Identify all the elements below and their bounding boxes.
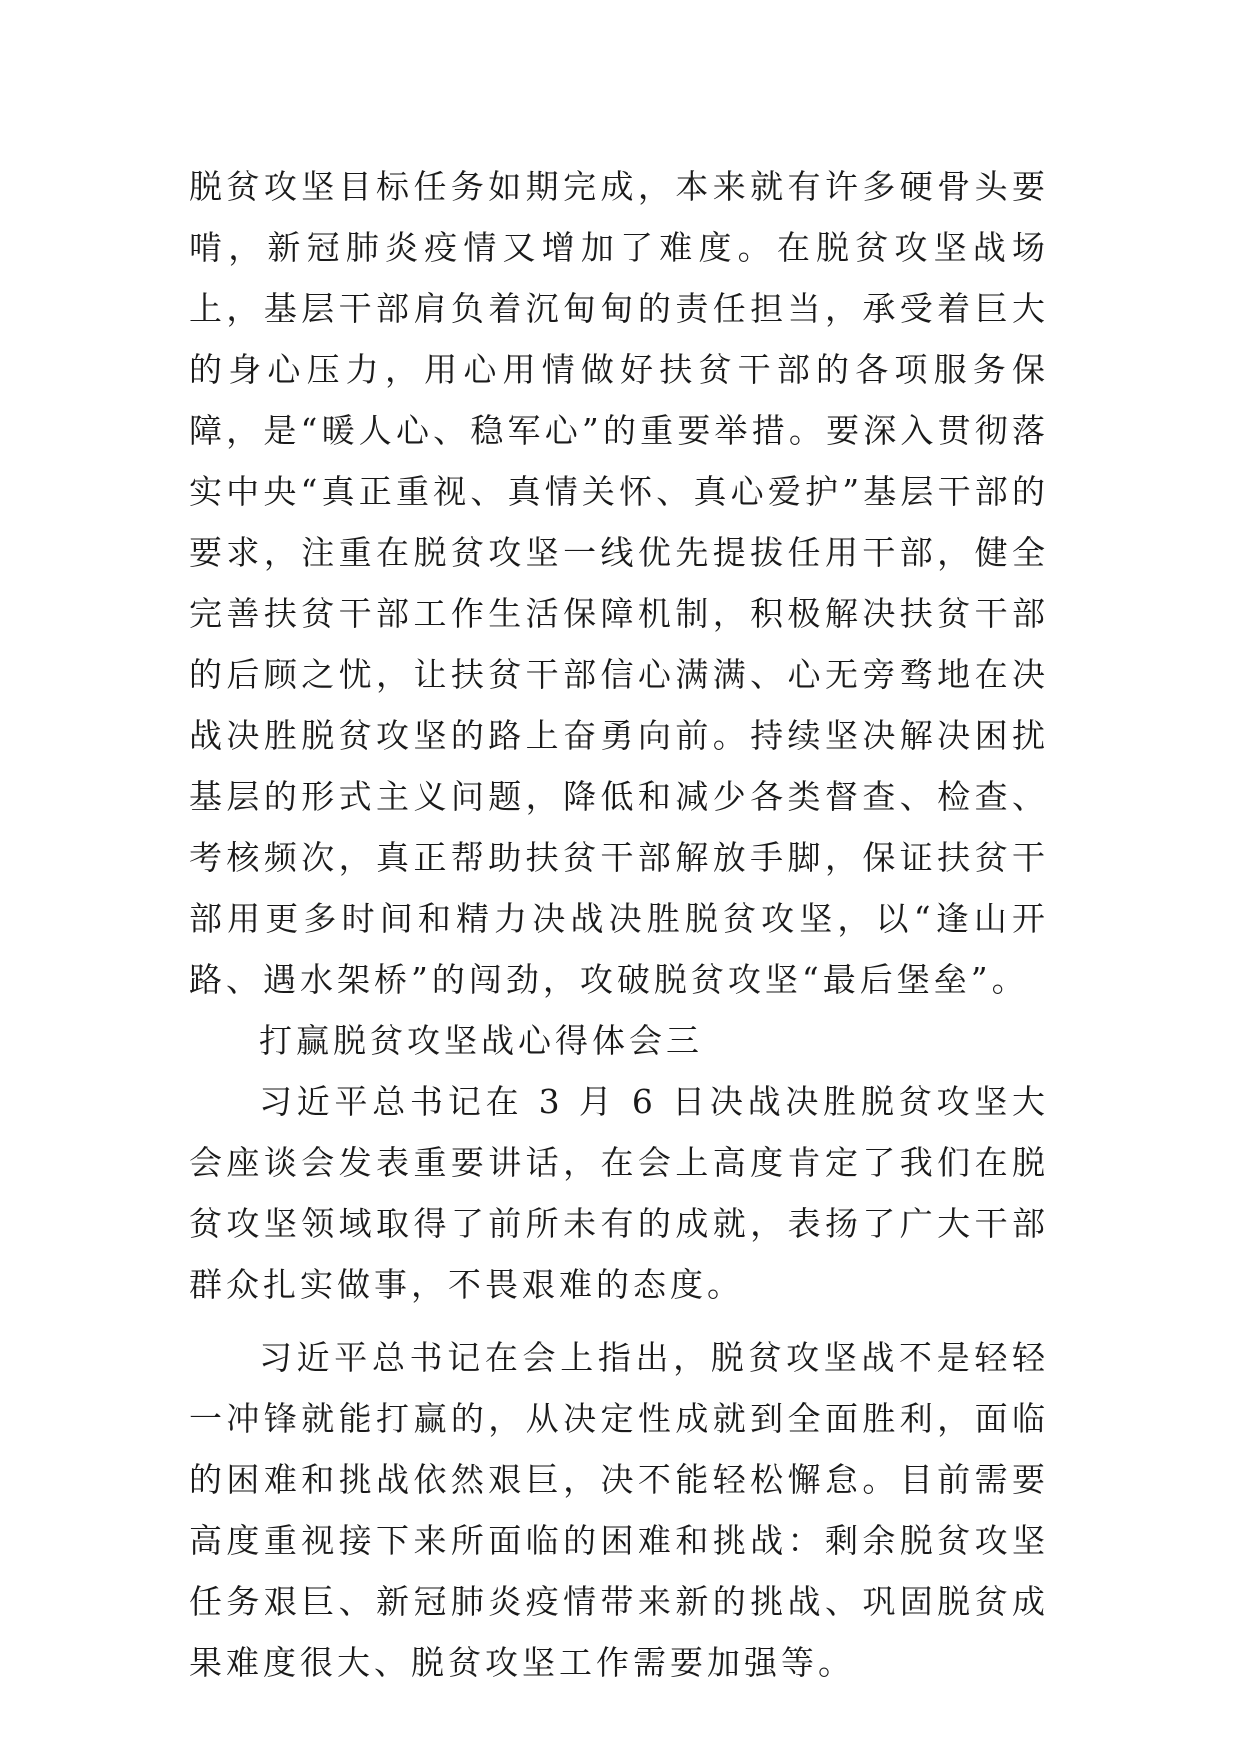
section-heading: 打赢脱贫攻坚战心得体会三: [259, 1021, 703, 1060]
document-body: [189, 156, 1049, 1693]
body-paragraph-3: 习近平总书记在会上指出，脱贫攻坚战不是轻轻一冲锋就能打赢的，从决定性成就到全面胜利，面临的困难和挑战依然艰巨，决不能轻松懈怠。目前需要高度重视接下来所面临的困难和挑战：剩余脱贫攻坚任务艰巨、新冠肺炎疫情带来新的挑战、巩固脱贫成果难度很大、脱贫攻坚工作需要加强等。: [189, 1338, 1049, 1682]
body-paragraph-2: 习近平总书记在 3 月 6 日决战决胜脱贫攻坚大会座谈会发表重要讲话，在会上高度肯定了我们在脱贫攻坚领域取得了前所未有的成就，表扬了广大干部群众扎实做事，不畏艰难的态度。: [189, 1082, 1049, 1304]
body-paragraph-1: 脱贫攻坚目标任务如期完成，本来就有许多硬骨头要啃，新冠肺炎疫情又增加了难度。在脱贫攻坚战场上，基层干部肩负着沉甸甸的责任担当，承受着巨大的身心压力，用心用情做好扶贫干部的各项服务保障，是“暖人心、稳军心”的重要举措。要深入贯彻落实中央“真正重视、真情关怀、真心爱护”基层干部的要求，注重在脱贫攻坚一线优先提拔任用干部，健全完善扶贫干部工作生活保障机制，积极解决扶贫干部的后顾之忧，让扶贫干部信心满满、心无旁骛地在决战决胜脱贫攻坚的路上奋勇向前。持续坚决解决困扰基层的形式主义问题，降低和减少各类督查、检查、考核频次，真正帮助扶贫干部解放手脚，保证扶贫干部用更多时间和精力决战决胜脱贫攻坚，以“逢山开路、遇水架桥”的闯劲，攻破脱贫攻坚“最后堡垒”。: [189, 167, 1049, 999]
